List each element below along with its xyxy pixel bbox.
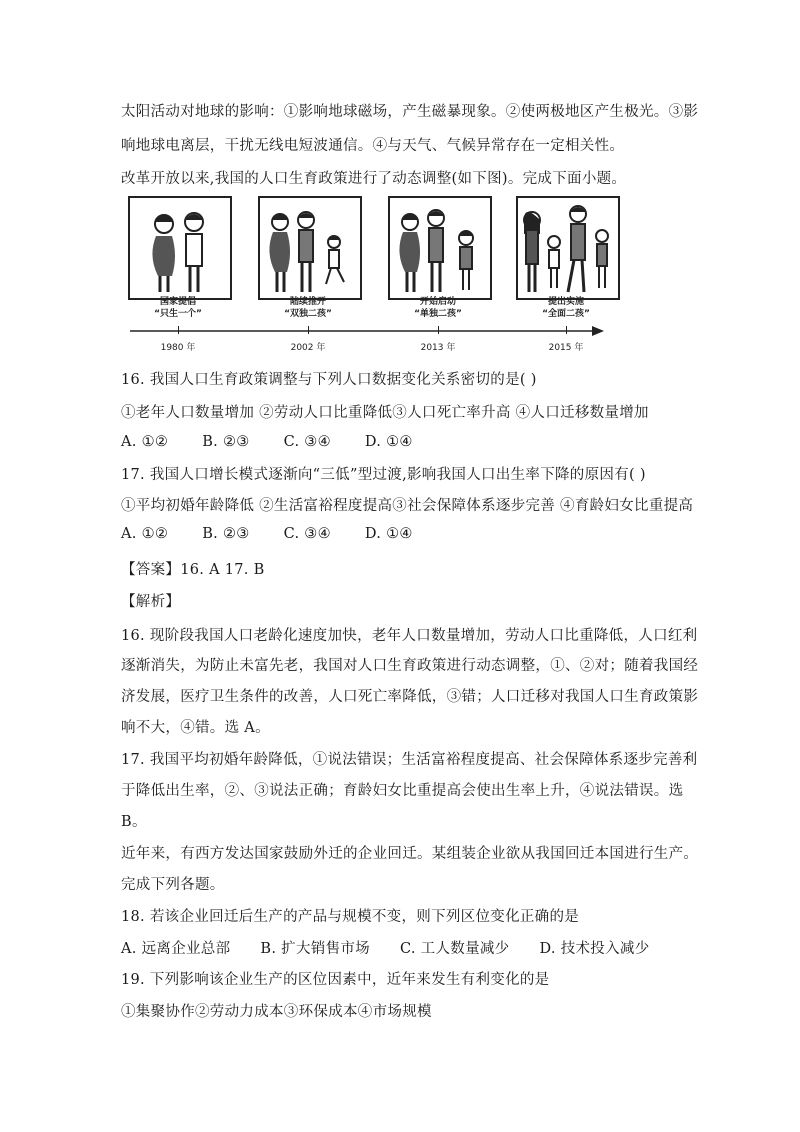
answer-text: 16. A 17. B	[180, 562, 265, 578]
q17-items: ①平均初婚年龄降低 ②生活富裕程度提高③社会保障体系逐步完善 ④育龄妇女比重提高	[121, 498, 694, 514]
q16-option-a[interactable]: A. ①②	[121, 434, 169, 450]
family-illustration-1	[130, 198, 230, 298]
panel-2015	[516, 196, 620, 300]
family-illustration-4	[518, 198, 618, 298]
q17-stem: 17. 我国人口增长模式逐渐向“三低”型过渡,影响我国人口出生率下降的原因有( )	[121, 467, 646, 483]
intro-line-3: 改革开放以来,我国的人口生育政策进行了动态调整(如下图)。完成下面小题。	[121, 171, 627, 187]
q16-option-c[interactable]: C. ③④	[283, 434, 331, 450]
caption-2002: 陆续推开 “双独二孩”	[284, 297, 332, 319]
panel-2002	[258, 196, 362, 300]
q18-option-c[interactable]: C. 工人数量减少	[399, 941, 510, 957]
q19-stem: 19. 下列影响该企业生产的区位因素中，近年来发生有利变化的是	[121, 972, 550, 988]
tick-2015	[566, 326, 567, 334]
analysis-17-line-1: 17. 我国平均初婚年龄降低，①说法错误；生活富裕程度提高、社会保障体系逐步完善利	[121, 752, 698, 768]
q17-options	[121, 526, 447, 542]
intro-line-1: 太阳活动对地球的影响：①影响地球磁场，产生磁暴现象。②使两极地区产生极光。③影	[121, 104, 699, 120]
q17-option-d[interactable]: D. ①④	[364, 526, 413, 542]
q18-option-b[interactable]: B. 扩大销售市场	[260, 941, 370, 957]
q17-option-a[interactable]: A. ①②	[121, 526, 169, 542]
tick-1980	[178, 326, 179, 334]
family-illustration-2	[260, 198, 360, 298]
analysis-16-line-2: 逐渐消失，为防止未富先老，我国对人口生育政策进行动态调整，①、②对；随着我国经	[121, 658, 699, 674]
caption-1980: 国家提倡 “只生一个”	[154, 297, 202, 319]
q18-option-a[interactable]: A. 远离企业总部	[121, 941, 231, 957]
analysis-16-line-1: 16. 现阶段我国人口老龄化速度加快，老年人口数量增加，劳动人口比重降低，人口红利	[121, 628, 698, 644]
q18-option-d[interactable]: D. 技术投入减少	[539, 941, 650, 957]
tick-2013	[438, 326, 439, 334]
analysis-17-line-3: B。	[121, 814, 147, 830]
intro-line-2: 响地球电离层，干扰无线电短波通信。④与天气、气候异常存在一定相关性。	[121, 138, 625, 154]
caption-2013: 开始启动 “单独二孩”	[414, 297, 462, 319]
q16-option-b[interactable]: B. ②③	[202, 434, 250, 450]
panel-1980	[128, 196, 232, 300]
year-2015: 2015 年	[548, 343, 584, 353]
analysis-16-line-3: 济发展，医疗卫生条件的改善，人口死亡率降低，③错；人口迁移对我国人口生育政策影	[121, 689, 699, 705]
q17-option-b[interactable]: B. ②③	[202, 526, 250, 542]
q18-stem: 18. 若该企业回迁后生产的产品与规模不变，则下列区位变化正确的是	[121, 909, 580, 925]
year-2002: 2002 年	[290, 343, 326, 353]
year-1980: 1980 年	[160, 343, 196, 353]
q16-option-d[interactable]: D. ①④	[364, 434, 413, 450]
tick-2002	[308, 326, 309, 334]
caption-2015: 提出实施 “全面二孩”	[542, 297, 590, 319]
analysis-label: 【解析】	[121, 594, 181, 610]
q16-options	[121, 434, 447, 450]
timeline-arrow	[128, 324, 608, 338]
policy-timeline-figure	[128, 196, 608, 356]
year-2013: 2013 年	[420, 343, 456, 353]
answer-line	[121, 558, 265, 579]
analysis-17-line-2: 于降低出生率，②、③说法正确；育龄妇女比重提高会使出生率上升，④说法错误。选	[121, 783, 684, 799]
panel-2013	[388, 196, 492, 300]
q17-option-c[interactable]: C. ③④	[283, 526, 331, 542]
q19-items: ①集聚协作②劳动力成本③环保成本④市场规模	[121, 1004, 432, 1020]
intro2-line-1: 近年来，有西方发达国家鼓励外迁的企业回迁。某组装企业欲从我国回迁本国进行生产。	[121, 846, 699, 862]
q18-options	[121, 937, 680, 958]
family-illustration-3	[390, 198, 490, 298]
analysis-16-line-4: 响不大，④错。选 A。	[121, 720, 270, 736]
q16-items: ①老年人口数量增加 ②劳动人口比重降低③人口死亡率升高 ④人口迁移数量增加	[121, 405, 649, 421]
q16-stem: 16. 我国人口生育政策调整与下列人口数据变化关系密切的是( )	[121, 372, 537, 388]
intro2-line-2: 完成下列各题。	[121, 877, 225, 893]
answer-label: 【答案】	[121, 562, 181, 578]
